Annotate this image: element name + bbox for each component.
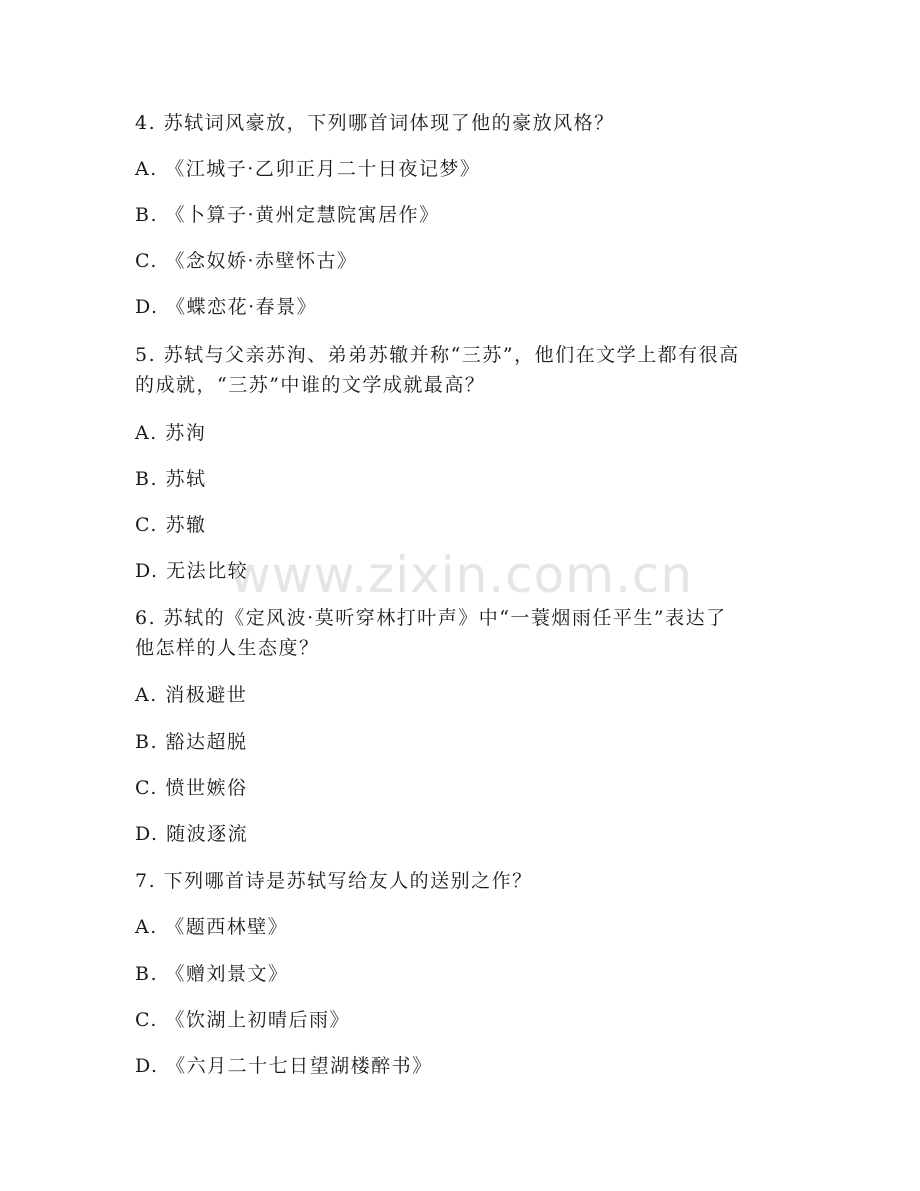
question-5-option-c: C. 苏辙	[135, 514, 207, 536]
question-7-option-c: C. 《饮湖上初晴后雨》	[135, 1009, 350, 1031]
question-5-stem-line-1: 5. 苏轼与父亲苏洵、弟弟苏辙并称“三苏”，他们在文学上都有很高	[135, 344, 740, 366]
question-5-option-d: D. 无法比较	[135, 560, 249, 582]
question-6-stem-line-2: 他怎样的人生态度？	[135, 637, 320, 659]
question-6-option-b: B. 豁达超脱	[135, 731, 248, 753]
question-4-option-a: A. 《江城子·乙卯正月二十日夜记梦》	[135, 158, 481, 180]
question-4-option-d: D. 《蝶恋花·春景》	[135, 296, 318, 318]
question-6-option-c: C. 愤世嫉俗	[135, 777, 248, 799]
question-4-option-c: C. 《念奴娇·赤壁怀古》	[135, 250, 358, 272]
question-5-stem-line-2: 的成就，“三苏”中谁的文学成就最高？	[135, 374, 486, 396]
question-7-stem: 7. 下列哪首诗是苏轼写给友人的送别之作？	[135, 870, 533, 892]
question-5-option-a: A. 苏洵	[135, 422, 207, 444]
question-7-option-b: B. 《赠刘景文》	[135, 963, 289, 985]
question-5-option-b: B. 苏轼	[135, 468, 207, 490]
question-4-option-b: B. 《卜算子·黄州定慧院寓居作》	[135, 204, 440, 226]
question-6-option-d: D. 随波逐流	[135, 823, 249, 845]
watermark: www.zixin.com.cn	[230, 546, 694, 604]
question-7-option-a: A. 《题西林壁》	[135, 916, 289, 938]
question-6-option-a: A. 消极避世	[135, 684, 248, 706]
question-4-stem: 4. 苏轼词风豪放，下列哪首词体现了他的豪放风格？	[135, 112, 615, 134]
question-7-option-d: D. 《六月二十七日望湖楼醉书》	[135, 1055, 433, 1077]
question-6-stem-line-1: 6. 苏轼的《定风波·莫听穿林打叶声》中“一蓑烟雨任平生”表达了	[135, 607, 727, 629]
